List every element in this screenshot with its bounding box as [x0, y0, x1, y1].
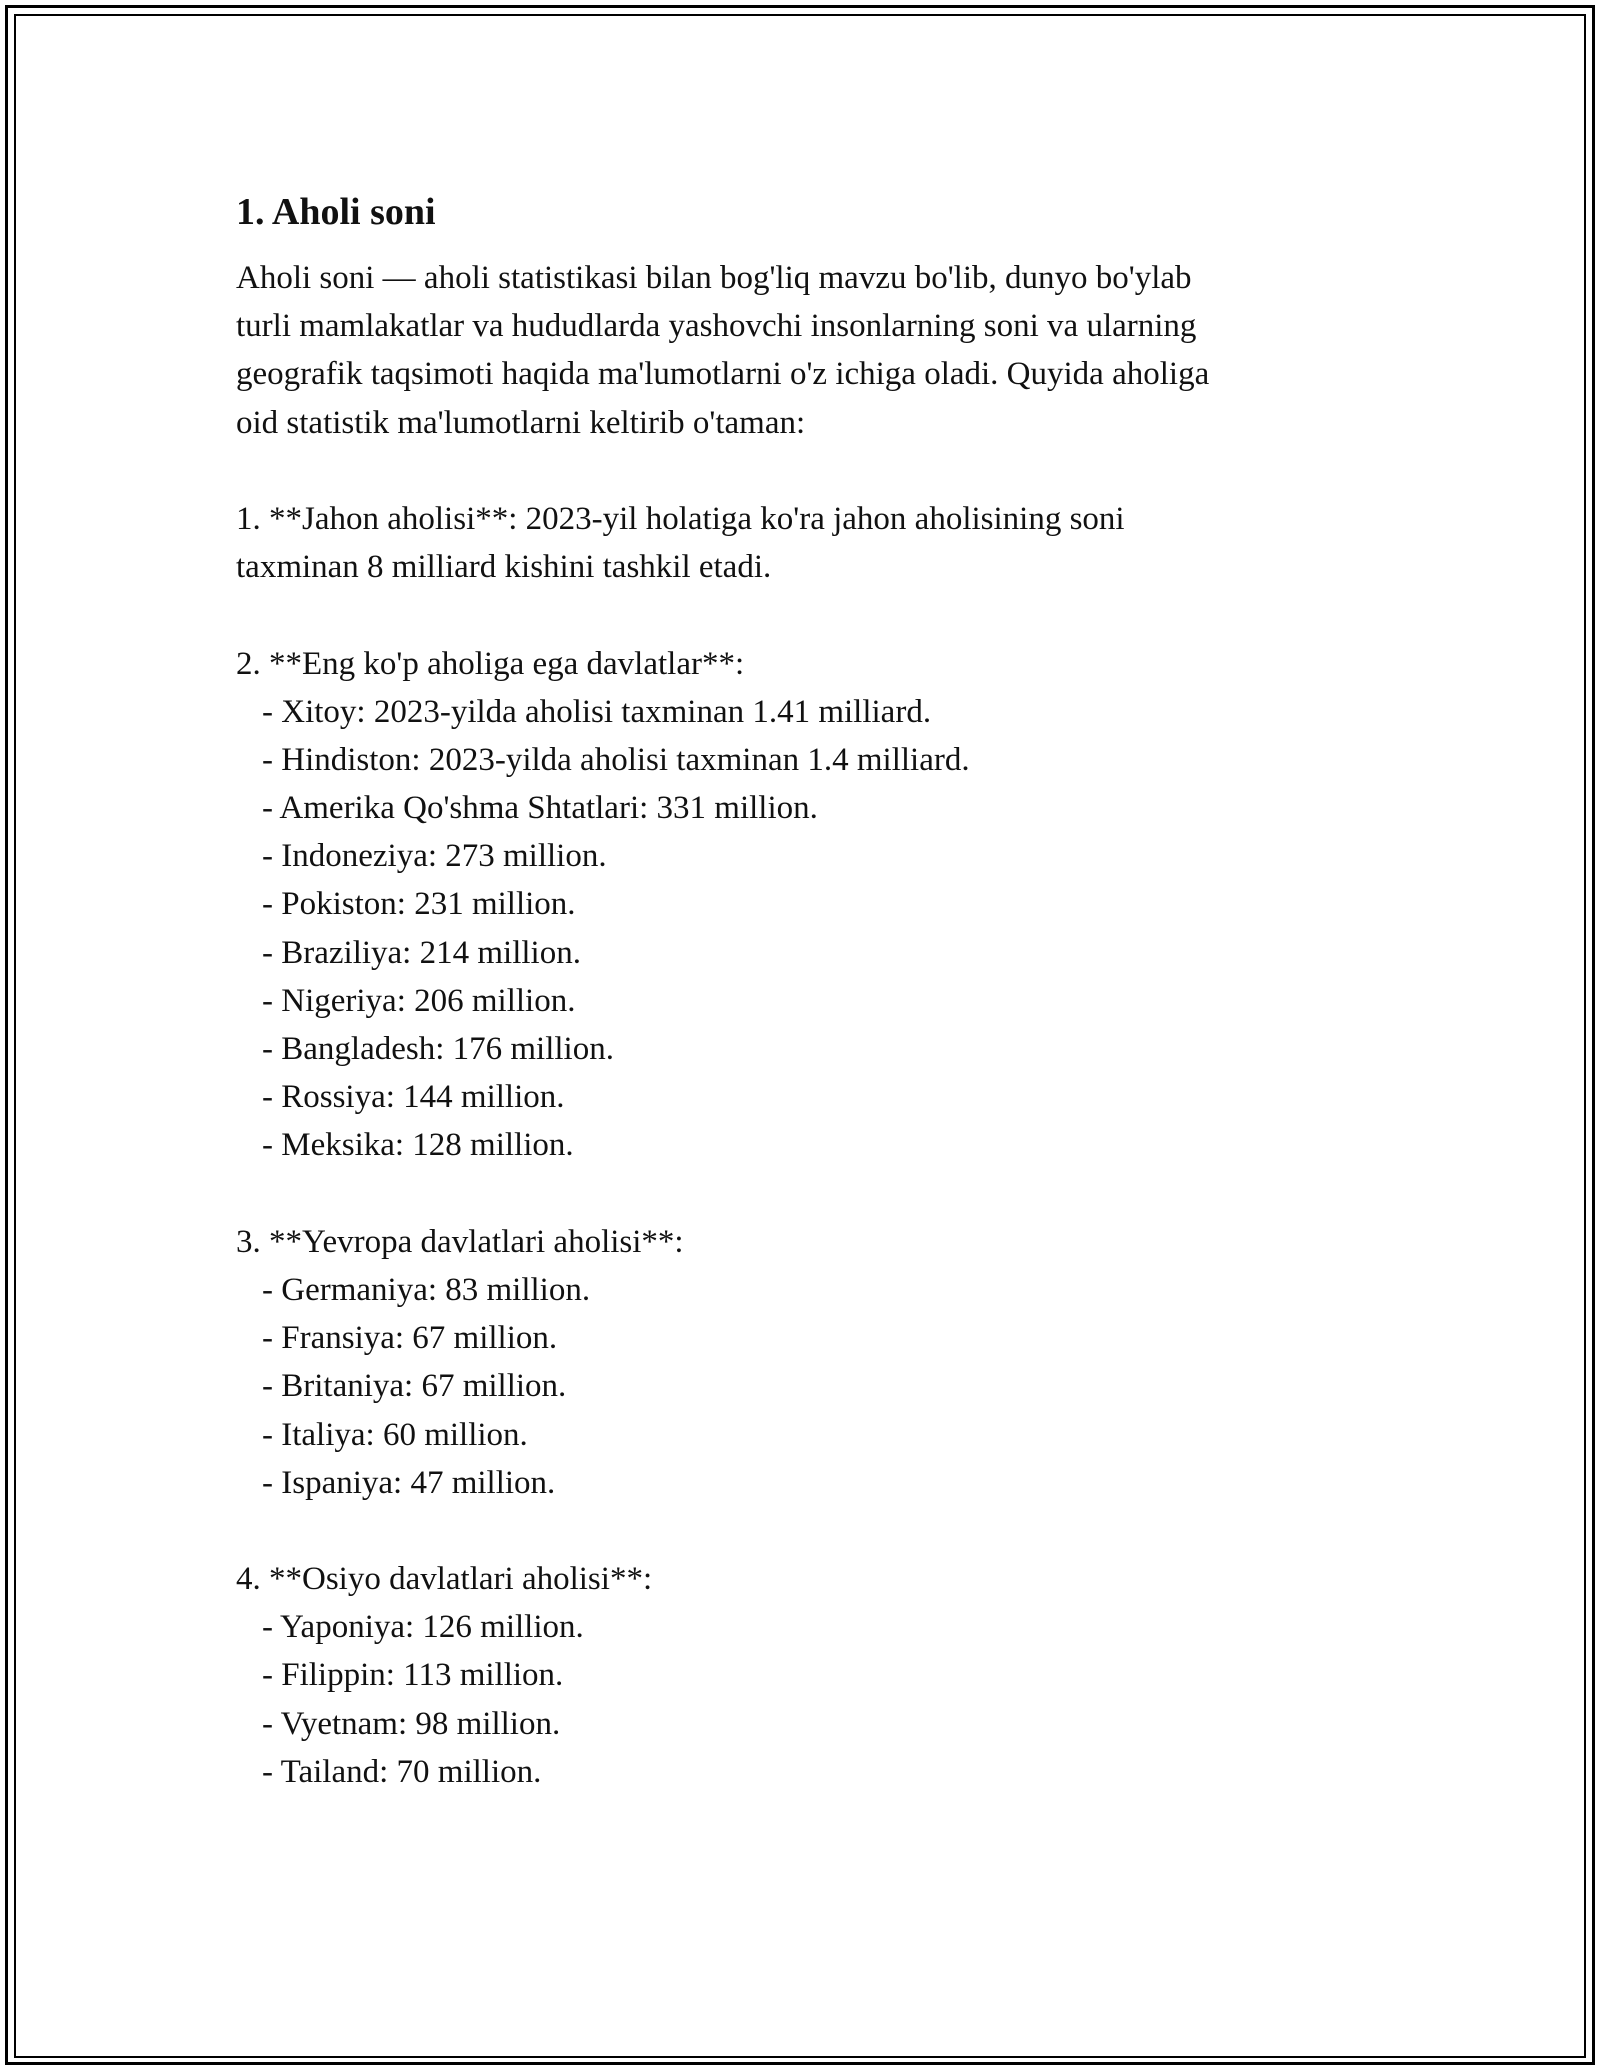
list-item: - Bangladesh: 176 million.: [262, 1031, 614, 1067]
list-item: - Indoneziya: 273 million.: [262, 838, 607, 875]
intro-line: turli mamlakatlar va hududlarda yashovchi insonlarning soni va ularning: [236, 308, 1197, 345]
list-item: - Filippin: 113 million.: [262, 1657, 564, 1694]
list-section-asia: [236, 1555, 1356, 1796]
list-item: - Braziliya: 214 million.: [262, 934, 581, 971]
section-title-line: taxminan 8 milliard kishini tashkil etadi.: [236, 549, 772, 586]
intro-paragraph: [236, 254, 1356, 447]
list-item: - Pokiston: 231 million.: [262, 886, 576, 923]
section-title-line: 4. **Osiyo davlatlari aholisi**:: [236, 1561, 653, 1598]
list-item: - Amerika Qo'shma Shtatlari: 331 million.: [262, 790, 818, 827]
list-item: - Rossiya: 144 million.: [262, 1079, 565, 1116]
intro-line: Aholi soni — aholi statistikasi bilan bog'liq mavzu bo'lib, dunyo bo'ylab: [236, 260, 1192, 296]
list-section-most-populous: [236, 640, 1356, 1170]
list-item: - Meksika: 128 million.: [262, 1127, 574, 1164]
section-title-line: 1. **Jahon aholisi**: 2023-yil holatiga ko'ra jahon aholisining soni: [236, 500, 1125, 537]
intro-line: oid statistik ma'lumotlarni keltirib o'taman:: [236, 404, 806, 441]
list-item: - Germaniya: 83 million.: [262, 1271, 591, 1308]
section-heading: 1. Aholi soni: [236, 191, 436, 233]
list-item: - Tailand: 70 million.: [262, 1753, 542, 1790]
list-item: - Xitoy: 2023-yilda aholisi taxminan 1.41 milliard.: [262, 693, 932, 730]
section-title-line: 2. **Eng ko'p aholiga ega davlatlar**:: [236, 645, 745, 682]
list-item: - Yaponiya: 126 million.: [262, 1609, 584, 1646]
list-item: - Hindiston: 2023-yilda aholisi taxminan 1.4 milliard.: [262, 741, 970, 778]
list-item: - Italiya: 60 million.: [262, 1416, 528, 1453]
section-title-line: 3. **Yevropa davlatlari aholisi**:: [236, 1223, 684, 1260]
list-item: - Ispaniya: 47 million.: [262, 1464, 556, 1501]
document-body: [236, 186, 1356, 1796]
list-item: - Nigeriya: 206 million.: [262, 982, 576, 1019]
list-item: - Britaniya: 67 million.: [262, 1368, 567, 1405]
list-item: - Vyetnam: 98 million.: [262, 1705, 561, 1742]
intro-line: geografik taqsimoti haqida ma'lumotlarni o'z ichiga oladi. Quyida aholiga: [236, 356, 1210, 393]
list-section-world-population: [236, 495, 1356, 591]
list-section-europe: [236, 1218, 1356, 1507]
list-item: - Fransiya: 67 million.: [262, 1320, 558, 1357]
